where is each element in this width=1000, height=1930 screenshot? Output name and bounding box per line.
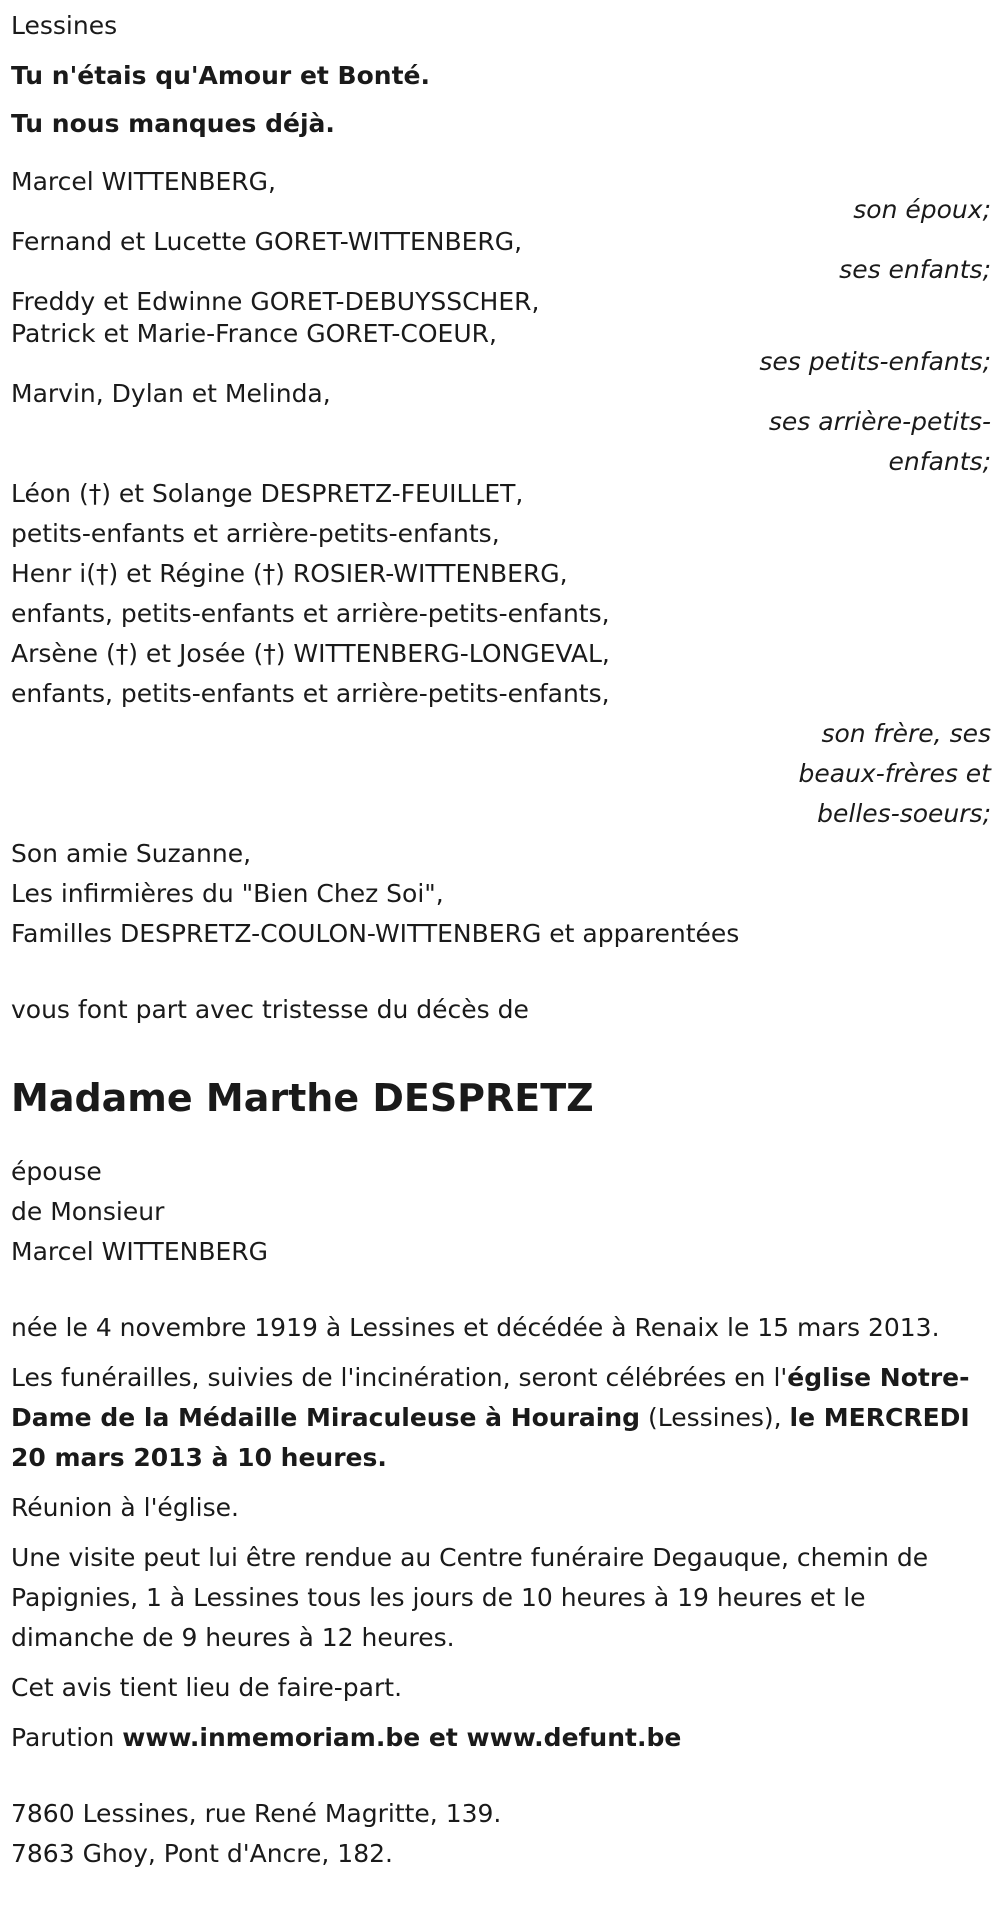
address-line: 7863 Ghoy, Pont d'Ancre, 182. <box>11 1839 393 1868</box>
grandchildren-line-2: Patrick et Marie-France GORET-COEUR, <box>11 319 497 348</box>
siblings-role-line: beaux-frères et <box>798 759 991 788</box>
quote-line-1: Tu n'étais qu'Amour et Bonté. <box>11 61 430 90</box>
siblings-role-line: son frère, ses <box>821 719 991 748</box>
other-line: Familles DESPRETZ-COULON-WITTENBERG et apparentées <box>11 919 740 948</box>
address-line: 7860 Lessines, rue René Magritte, 139. <box>11 1799 502 1828</box>
sibling-line: petits-enfants et arrière-petits-enfants, <box>11 519 500 548</box>
visit-text: Une visite peut lui être rendue au Centre funéraire Degauque, chemin de Papignies, 1 à Lessines tous les jours de 10 heures à 19 heures et le dimanche de 9 heures à 12 heures. <box>11 1543 929 1652</box>
deceased-name: Madame Marthe DESPRETZ <box>11 1076 594 1120</box>
funeral-paragraph <box>11 1358 991 1478</box>
spouse-line: de Monsieur <box>11 1197 165 1226</box>
others-list <box>11 834 991 954</box>
funeral-church: église Notre-Dame de la Médaille Miraculeuse à Houraing <box>11 1363 970 1432</box>
children-names: Fernand et Lucette GORET-WITTENBERG, <box>11 227 523 256</box>
publication-sites: www.inmemoriam.be et www.defunt.be <box>122 1723 682 1752</box>
birth-death-text: née le 4 novembre 1919 à Lessines et décédée à Renaix le 15 mars 2013. <box>11 1313 940 1342</box>
meeting-text: Réunion à l'église. <box>11 1493 239 1522</box>
notice-text: Cet avis tient lieu de faire-part. <box>11 1673 403 1702</box>
husband-name: Marcel WITTENBERG, <box>11 167 276 196</box>
family-section <box>11 162 991 954</box>
spouse-line: Marcel WITTENBERG <box>11 1237 269 1266</box>
spouse-line: épouse <box>11 1157 102 1186</box>
sibling-line: Léon (†) et Solange DESPRETZ-FEUILLET, <box>11 479 524 508</box>
great-grandchildren-role-1: ses arrière-petits- <box>768 407 991 436</box>
funeral-text-2: (Lessines), <box>640 1403 790 1432</box>
children-role: ses enfants; <box>839 255 991 284</box>
grandchildren-line-1: Freddy et Edwinne GORET-DEBUYSSCHER, <box>11 287 540 316</box>
other-line: Les infirmières du "Bien Chez Soi", <box>11 879 444 908</box>
obituary-notice <box>11 6 991 1874</box>
announcement-text: vous font part avec tristesse du décès de <box>11 995 529 1024</box>
other-line: Son amie Suzanne, <box>11 839 252 868</box>
great-grandchildren-role-2: enfants; <box>888 447 991 476</box>
grandchildren-role: ses petits-enfants; <box>759 347 991 376</box>
quote-line-2: Tu nous manques déjà. <box>11 109 335 138</box>
siblings-role-line: belles-soeurs; <box>817 799 991 828</box>
publication-label: Parution <box>11 1723 123 1752</box>
sibling-line: Henr i(†) et Régine (†) ROSIER-WITTENBERG, <box>11 559 568 588</box>
spouse-block <box>11 1152 991 1272</box>
funeral-text-1: Les funérailles, suivies de l'incinération, seront célébrées en l' <box>11 1363 788 1392</box>
sibling-line: Arsène (†) et Josée (†) WITTENBERG-LONGEVAL, <box>11 639 610 668</box>
funeral-date: le MERCREDI 20 mars 2013 à 10 heures. <box>11 1403 970 1472</box>
addresses-block <box>11 1794 991 1874</box>
sibling-line: enfants, petits-enfants et arrière-petits-enfants, <box>11 599 610 628</box>
sibling-line: enfants, petits-enfants et arrière-petits-enfants, <box>11 679 610 708</box>
great-grandchildren-names: Marvin, Dylan et Melinda, <box>11 379 331 408</box>
husband-role: son époux; <box>853 195 991 224</box>
siblings-list <box>11 474 991 714</box>
publication-line <box>11 1718 991 1758</box>
siblings-role <box>11 714 991 834</box>
place-name: Lessines <box>11 11 118 40</box>
